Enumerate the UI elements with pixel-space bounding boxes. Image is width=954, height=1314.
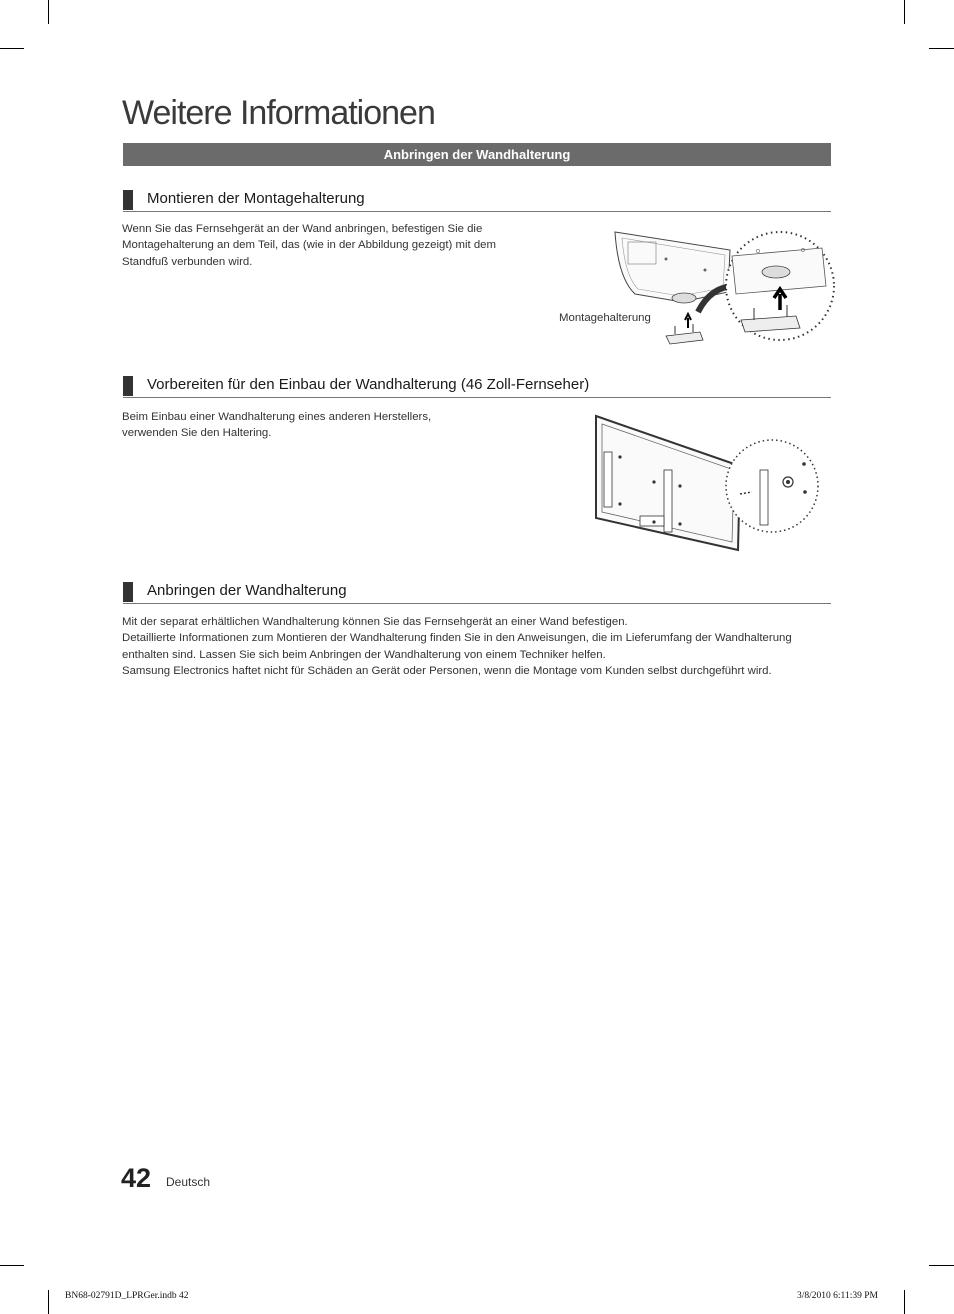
page-language: Deutsch	[166, 1175, 211, 1189]
print-slug-file: BN68-02791D_LPRGer.indb 42	[65, 1291, 189, 1301]
subsection-heading	[123, 581, 831, 604]
wall-ring-illustration	[592, 412, 827, 554]
crop-mark	[0, 48, 24, 49]
page-number: 42	[121, 1163, 152, 1193]
heading-marker	[123, 376, 133, 396]
subsection-heading	[123, 189, 831, 212]
section-paragraph	[122, 409, 482, 442]
section-bar: Anbringen der Wandhalterung	[123, 143, 831, 166]
crop-mark	[0, 1265, 24, 1266]
subsection-heading	[123, 375, 831, 398]
bracket-illustration	[600, 228, 835, 353]
heading-text: Montieren der Montagehalterung	[147, 190, 365, 207]
crop-mark	[929, 48, 954, 49]
crop-mark	[929, 1265, 954, 1266]
section-paragraph	[122, 614, 830, 679]
heading-marker	[123, 190, 133, 210]
paragraph-text: Beim Einbau einer Wandhalterung eines anderen Herstellers, verwenden Sie den Haltering.	[122, 411, 432, 440]
paragraph-text: Mit der separat erhältlichen Wandhalterung können Sie das Fernsehgerät an einer Wand befestigen.	[122, 616, 628, 628]
page-title: Weitere Informationen	[122, 94, 435, 132]
crop-mark	[48, 0, 49, 24]
print-slug-timestamp: 3/8/2010 6:11:39 PM	[797, 1291, 878, 1301]
paragraph-text: Samsung Electronics haftet nicht für Schäden an Gerät oder Personen, wenn die Montage vom Kunden selbst durchgeführt wird.	[122, 664, 772, 677]
paragraph-text: Detaillierte Informationen zum Montieren der Wandhalterung finden Sie in den Anweisungen, die im Lieferumfang der Wandhalterung enthalten sind. Lassen Sie sich beim Anbringen der Wandhalterung von einem Techniker helfen.	[122, 632, 792, 661]
heading-marker	[123, 582, 133, 602]
paragraph-text: Wenn Sie das Fernsehgerät an der Wand anbringen, befestigen Sie die Montagehalterung an dem Teil, das (wie in der Abbildung gezeigt) mit dem Standfuß verbunden wird.	[122, 223, 496, 268]
crop-mark	[48, 1290, 49, 1314]
crop-mark	[904, 0, 905, 24]
heading-text: Anbringen der Wandhalterung	[147, 582, 347, 599]
figure-label: Montagehalterung	[559, 312, 651, 324]
heading-text: Vorbereiten für den Einbau der Wandhalterung (46 Zoll-Fernseher)	[147, 376, 590, 393]
crop-mark	[904, 1290, 905, 1314]
section-paragraph	[122, 221, 522, 270]
